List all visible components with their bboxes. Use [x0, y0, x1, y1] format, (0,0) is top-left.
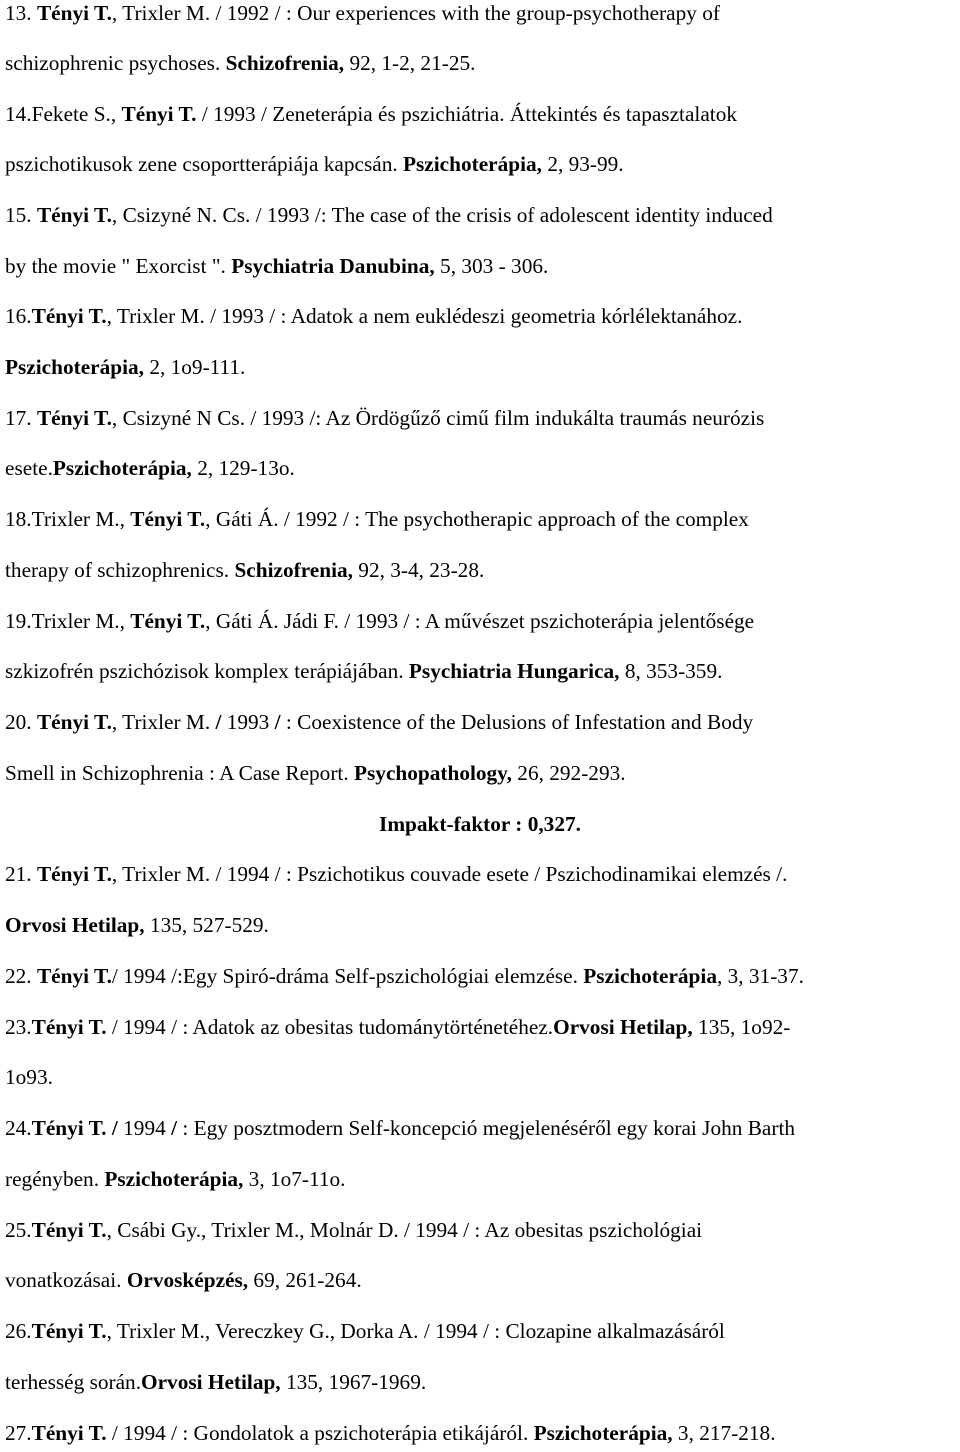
- reference-line: [5, 557, 484, 583]
- text-segment: , Trixler M. / 1992 / : Our experiences with the group-psychotherapy of: [111, 1, 720, 25]
- bold-text: /: [215, 710, 222, 734]
- text-segment: , Csizyné N. Cs. / 1993 /: The case of the crisis of adolescent identity induced: [111, 203, 773, 227]
- reference-line: [5, 354, 245, 380]
- reference-line: [5, 963, 804, 989]
- text-segment: szkizofrén pszichózisok komplex terápiájában.: [5, 659, 409, 683]
- text-segment: Smell in Schizophrenia : A Case Report.: [5, 761, 354, 785]
- text-segment: / 1994 / : Gondolatok a pszichoterápia etikájáról.: [106, 1421, 534, 1445]
- bold-text: Orvosi Hetilap,: [5, 913, 145, 937]
- text-segment: 24.: [5, 1116, 32, 1140]
- bold-text: Orvosi Hetilap,: [553, 1015, 693, 1039]
- bold-text: Tényi T.: [31, 1015, 107, 1039]
- text-segment: 1993: [221, 710, 275, 734]
- text-segment: 22.: [5, 964, 37, 988]
- text-segment: esete.: [5, 456, 53, 480]
- reference-line: [5, 608, 754, 634]
- text-segment: 26, 292-293.: [511, 761, 626, 785]
- text-segment: 1o93.: [5, 1065, 53, 1089]
- reference-line: [5, 709, 753, 735]
- reference-line: [5, 1064, 53, 1090]
- bold-text: Psychiatria Danubina,: [231, 254, 435, 278]
- bold-text: Tényi T.: [36, 1, 112, 25]
- text-segment: , Gáti Á. / 1992 / : The psychotherapic approach of the complex: [205, 507, 749, 531]
- text-segment: by the movie " Exorcist ".: [5, 254, 232, 278]
- text-segment: regényben.: [5, 1167, 105, 1191]
- bold-text: Tényi T.: [121, 102, 197, 126]
- text-segment: , Trixler M. / 1994 / : Pszichotikus couvade esete / Pszichodinamikai elemzés /.: [111, 862, 788, 886]
- bold-text: Schizofrenia,: [234, 558, 353, 582]
- text-segment: 17.: [5, 406, 37, 430]
- reference-line: [5, 0, 720, 26]
- reference-line: [5, 50, 475, 76]
- text-segment: 135, 1967-1969.: [280, 1370, 427, 1394]
- reference-line: [5, 1420, 776, 1446]
- text-segment: 2, 129-13o.: [191, 456, 295, 480]
- text-segment: 15.: [5, 203, 37, 227]
- bold-text: Tényi T.: [36, 862, 112, 886]
- reference-line: [5, 1369, 426, 1395]
- text-segment: schizophrenic psychoses.: [5, 51, 226, 75]
- text-segment: therapy of schizophrenics.: [5, 558, 235, 582]
- text-segment: 5, 303 - 306.: [434, 254, 549, 278]
- text-segment: 8, 353-359.: [619, 659, 723, 683]
- text-segment: / 1993 / Zeneterápia és pszichiátria. Áttekintés és tapasztalatok: [196, 102, 738, 126]
- text-segment: 23.: [5, 1015, 32, 1039]
- text-segment: 135, 527-529.: [144, 913, 269, 937]
- text-segment: 13.: [5, 1, 37, 25]
- bold-text: Tényi T.: [31, 1319, 107, 1343]
- reference-line: [5, 1217, 702, 1243]
- reference-line: [5, 101, 737, 127]
- text-segment: , Csábi Gy., Trixler M., Molnár D. / 1994 / : Az obesitas pszichológiai: [106, 1218, 703, 1242]
- text-segment: , Trixler M.: [111, 710, 216, 734]
- text-segment: , Trixler M. / 1993 / : Adatok a nem euklédeszi geometria kórlélektanához.: [106, 304, 743, 328]
- bold-text: Pszichoterápia,: [5, 355, 144, 379]
- text-segment: 20.: [5, 710, 37, 734]
- text-segment: 18.Trixler M.,: [5, 507, 131, 531]
- bold-text: Tényi T. /: [31, 1116, 118, 1140]
- text-segment: 27.: [5, 1421, 32, 1445]
- text-segment: , 3, 31-37.: [716, 964, 804, 988]
- text-segment: vonatkozásai.: [5, 1268, 127, 1292]
- bold-text: Tényi T.: [31, 304, 107, 328]
- reference-line: [5, 760, 626, 786]
- reference-line: [5, 253, 548, 279]
- text-segment: pszichotikusok zene csoportterápiája kapcsán.: [5, 152, 403, 176]
- text-segment: 69, 261-264.: [248, 1268, 362, 1292]
- text-segment: 1994: [117, 1116, 172, 1140]
- bold-text: Psychiatria Hungarica,: [408, 659, 620, 683]
- reference-line: [5, 1115, 795, 1141]
- text-segment: 92, 3-4, 23-28.: [352, 558, 485, 582]
- reference-line: [5, 405, 764, 431]
- text-segment: 92, 1-2, 21-25.: [344, 51, 476, 75]
- reference-line: [5, 912, 269, 938]
- bold-text: Tényi T.: [36, 964, 112, 988]
- bold-text: Orvosképzés,: [126, 1268, 249, 1292]
- reference-line: [5, 1014, 790, 1040]
- text-segment: 16.: [5, 304, 32, 328]
- bold-text: Tényi T.: [31, 1218, 107, 1242]
- reference-line: [5, 658, 722, 684]
- bold-text: Tényi T.: [36, 203, 112, 227]
- bold-text: /: [274, 710, 281, 734]
- reference-line: [5, 506, 749, 532]
- text-segment: , Trixler M., Vereczkey G., Dorka A. / 1994 / : Clozapine alkalmazásáról: [106, 1319, 725, 1343]
- reference-line: [5, 1267, 362, 1293]
- text-segment: 25.: [5, 1218, 32, 1242]
- bold-text: Pszichoterápia,: [533, 1421, 673, 1445]
- bold-text: Pszichoterápia: [583, 964, 717, 988]
- text-segment: terhesség során.: [5, 1370, 142, 1394]
- bold-text: Impakt-faktor : 0,327.: [379, 812, 581, 836]
- text-segment: 14.Fekete S.,: [5, 102, 122, 126]
- reference-line: [5, 1318, 725, 1344]
- text-segment: , Csizyné N Cs. / 1993 /: Az Ördögűző cimű film indukálta traumás neurózis: [111, 406, 765, 430]
- text-segment: 3, 217-218.: [672, 1421, 776, 1445]
- text-segment: 19.Trixler M.,: [5, 609, 131, 633]
- bold-text: Orvosi Hetilap,: [141, 1370, 281, 1394]
- reference-line: [5, 202, 773, 228]
- bold-text: Psychopathology,: [354, 761, 512, 785]
- bold-text: /: [171, 1116, 177, 1140]
- text-segment: : Coexistence of the Delusions of Infestation and Body: [280, 710, 754, 734]
- bold-text: Tényi T.: [36, 406, 112, 430]
- text-segment: 135, 1o92-: [692, 1015, 791, 1039]
- bold-text: Pszichoterápia,: [403, 152, 542, 176]
- text-segment: 26.: [5, 1319, 32, 1343]
- bold-text: Pszichoterápia,: [104, 1167, 244, 1191]
- bold-text: Tényi T.: [31, 1421, 107, 1445]
- text-segment: 2, 93-99.: [542, 152, 624, 176]
- text-segment: / 1994 /:Egy Spiró-dráma Self-pszichológiai elemzése.: [111, 964, 584, 988]
- bold-text: Pszichoterápia,: [52, 456, 192, 480]
- bold-text: Tényi T.: [130, 507, 206, 531]
- reference-line: [5, 1166, 345, 1192]
- text-segment: / 1994 / : Adatok az obesitas tudománytörténetéhez.: [106, 1015, 554, 1039]
- reference-line: [5, 151, 624, 177]
- text-segment: 21.: [5, 862, 37, 886]
- text-segment: , Gáti Á. Jádi F. / 1993 / : A művészet pszichoterápia jelentősége: [205, 609, 755, 633]
- text-segment: : Egy posztmodern Self-koncepció megjelenéséről egy korai John Barth: [177, 1116, 796, 1140]
- bold-text: Tényi T.: [130, 609, 206, 633]
- reference-line: [5, 861, 787, 887]
- impact-factor-line: [5, 811, 955, 837]
- text-segment: 2, 1o9-111.: [144, 355, 246, 379]
- reference-line: [5, 303, 742, 329]
- bold-text: Schizofrenia,: [225, 51, 345, 75]
- reference-line: [5, 455, 295, 481]
- bold-text: Tényi T.: [36, 710, 112, 734]
- text-segment: 3, 1o7-11o.: [243, 1167, 346, 1191]
